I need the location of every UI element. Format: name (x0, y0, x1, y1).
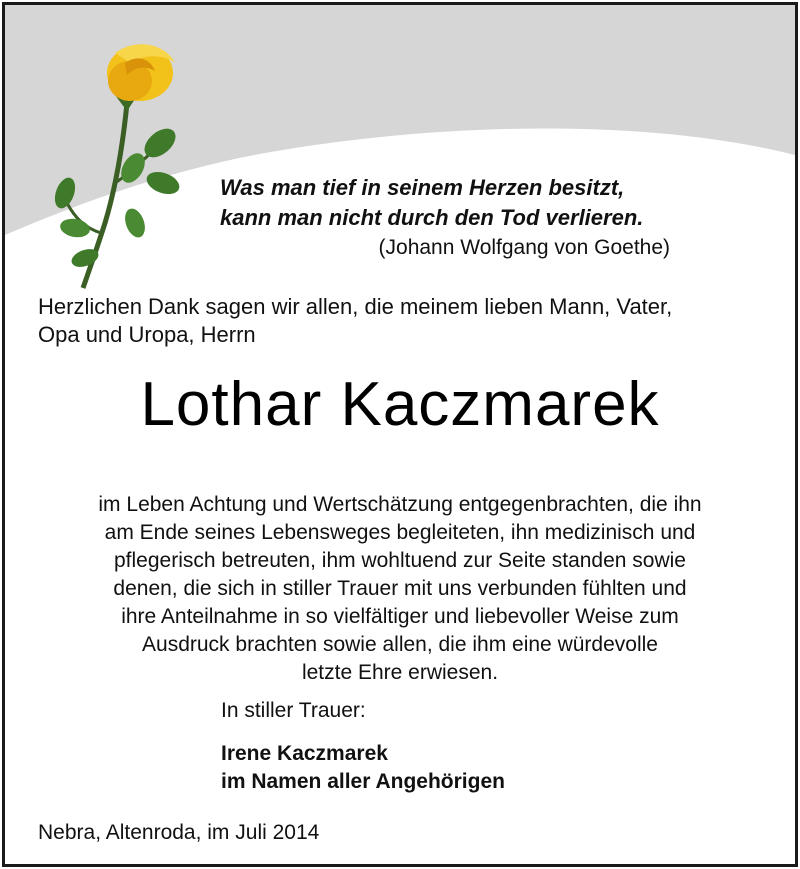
goethe-quote (220, 173, 680, 263)
intro-line-2: Opa und Uropa, Herrn (38, 322, 256, 347)
body-line: ihre Anteilnahme in so vielfältiger und liebevoller Weise zum (121, 605, 679, 628)
body-line: denen, die sich in stiller Trauer mit uns verbunden fühlten und (113, 577, 687, 600)
thanks-body (25, 491, 775, 687)
body-line: letzte Ehre erwiesen. (301, 661, 499, 684)
quote-line-2: kann man nicht durch den Tod verlieren. (220, 205, 644, 230)
deceased-name: Lothar Kaczmarek (140, 370, 660, 439)
body-line: Ausdruck brachten sowie allen, die ihm eine würdevolle (142, 633, 658, 656)
mourning-label: In stiller Trauer: (221, 699, 366, 722)
body-line: am Ende seines Lebensweges begleiteten, ihn medizinisch und (104, 521, 696, 544)
body-line: pflegerisch betreuten, ihm wohltuend zur Seite standen sowie (113, 549, 686, 572)
signer-name: Irene Kaczmarek (221, 742, 388, 765)
thanks-intro (38, 293, 778, 349)
signers (221, 740, 505, 796)
yellow-rose-icon (35, 33, 195, 293)
quote-author: (Johann Wolfgang von Goethe) (378, 236, 670, 259)
obituary-card (2, 2, 798, 867)
body-line: im Leben Achtung und Wertschätzung entgegenbrachten, die ihn (98, 493, 702, 516)
intro-line-1: Herzlichen Dank sagen wir allen, die meinem lieben Mann, Vater, (38, 294, 673, 319)
quote-line-1: Was man tief in seinem Herzen besitzt, (220, 175, 625, 200)
signer-relatives: im Namen aller Angehörigen (221, 770, 505, 793)
place-date: Nebra, Altenroda, im Juli 2014 (38, 821, 320, 844)
